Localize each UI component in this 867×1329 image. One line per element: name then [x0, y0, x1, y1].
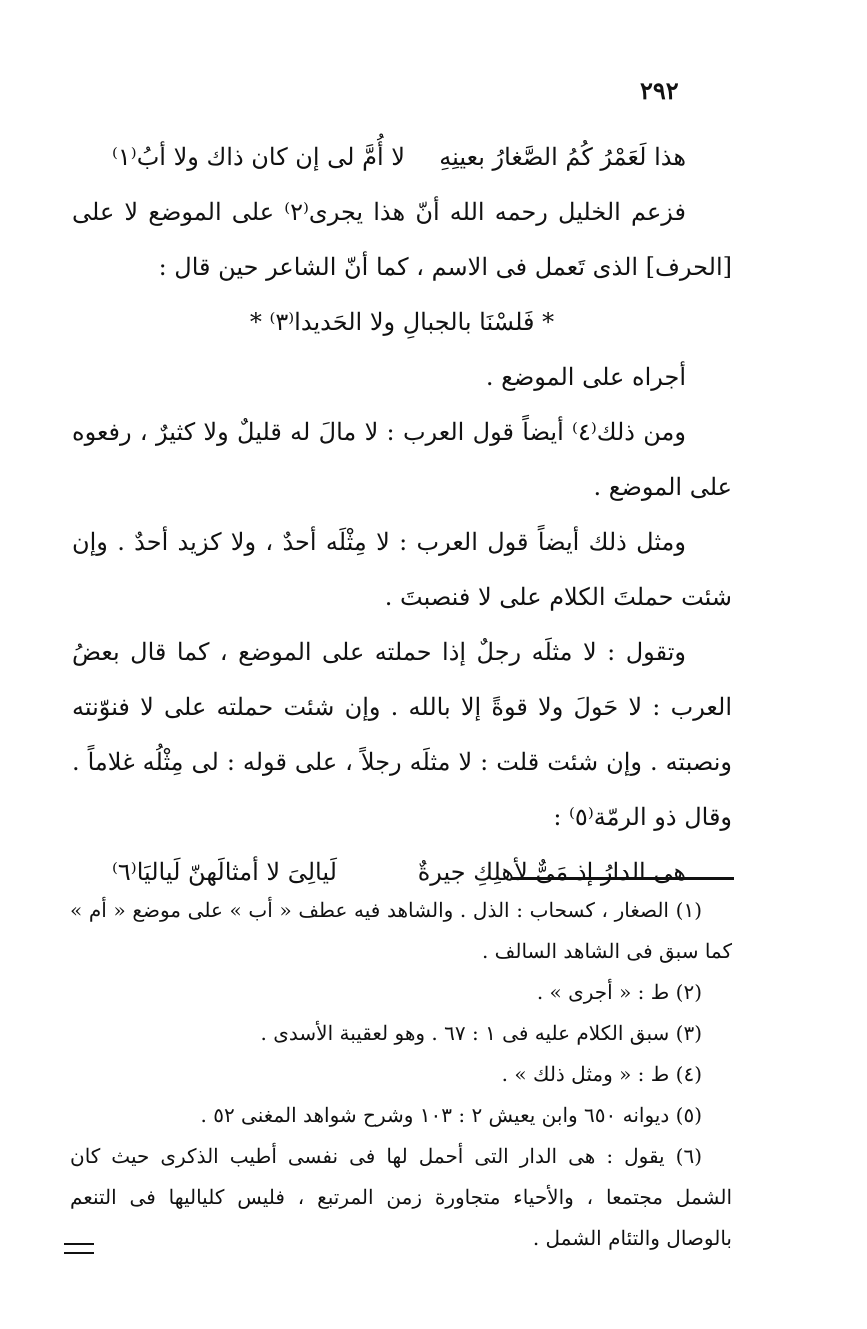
footnote-5: (٥) ديوانه ٦٥٠ وابن يعيش ٢ : ١٠٣ وشرح شواهد المغنى ٥٢ . [200, 1103, 702, 1127]
page-number: ٢٩٢ [640, 76, 679, 105]
double-rule-mark [64, 1243, 94, 1254]
footnote-3: (٣) سبق الكلام عليه فى ١ : ٦٧ . وهو لعقيبة الأسدى . [260, 1021, 702, 1045]
verse-hemistich-second: لَيالِىَ لا أمثالَهنّ لَياليَا⁽٦⁾ [112, 858, 337, 886]
verse-hemistich-second: لا أُمَّ لى إن كان ذاك ولا أبُ⁽١⁾ [112, 143, 405, 171]
footnote-separator [512, 877, 734, 880]
verse-hemistich-first: هى الدارُ إذ مَىٌّ لأهلِكِ جيرةٌ [417, 858, 686, 886]
footnote-6: (٦) يقول : هى الدار التى أحمل لها فى نفسى أطيب الذكرى حيث كان الشمل مجتمعا ، والأحياء متجاورة زمن المرتبع ، فليس كلياليها فى التنعم بالوصال والتئام الشمل . [70, 1144, 732, 1250]
footnote-2: (٢) ط : « أجرى » . [536, 980, 702, 1004]
paragraph: ومثل ذلك أيضاً قول العرب : لا مِثْلَه أحدٌ ، ولا كزيد أحدٌ . وإن شئت حملتَ الكلام على لا فنصبتَ . [72, 528, 732, 611]
verse-hemistich-first: هذا لَعَمْرُ كُمُ الصَّغارُ بعينِهِ [439, 143, 686, 171]
footnote-1: (١) الصغار ، كسحاب : الذل . والشاهد فيه عطف « أب » على موضع « أم » كما سبق فى الشاهد السالف . [70, 898, 732, 963]
verse-line [72, 130, 732, 185]
paragraph: ومن ذلك⁽٤⁾ أيضاً قول العرب : لا مالَ له قليلٌ ولا كثيرٌ ، رفعوه على الموضع . [72, 418, 732, 501]
footnote-4: (٤) ط : « ومثل ذلك » . [501, 1062, 702, 1086]
footnotes [70, 890, 732, 1259]
paragraph: أجراه على الموضع . [485, 363, 686, 391]
paragraph: فزعم الخليل رحمه الله أنّ هذا يجرى⁽٢⁾ على الموضع لا على [الحرف] الذى تَعمل فى الاسم ، كما أنّ الشاعر حين قال : [72, 198, 732, 281]
quoted-verse: * فَلسْنَا بالجبالِ ولا الحَديدا⁽٣⁾ * [249, 308, 555, 336]
paragraph: وتقول : لا مثلَه رجلٌ إذا حملته على الموضع ، كما قال بعضُ العرب : لا حَولَ ولا قوةً إلا بالله . وإن شئت حملته على لا فنوّنته ونصبته . وإن شئت قلت : لا مثلَه رجلاً ، على قوله : لى مِثْلُه غلاماً . وقال ذو الرمّة⁽٥⁾ : [72, 638, 732, 831]
main-text [72, 130, 732, 900]
